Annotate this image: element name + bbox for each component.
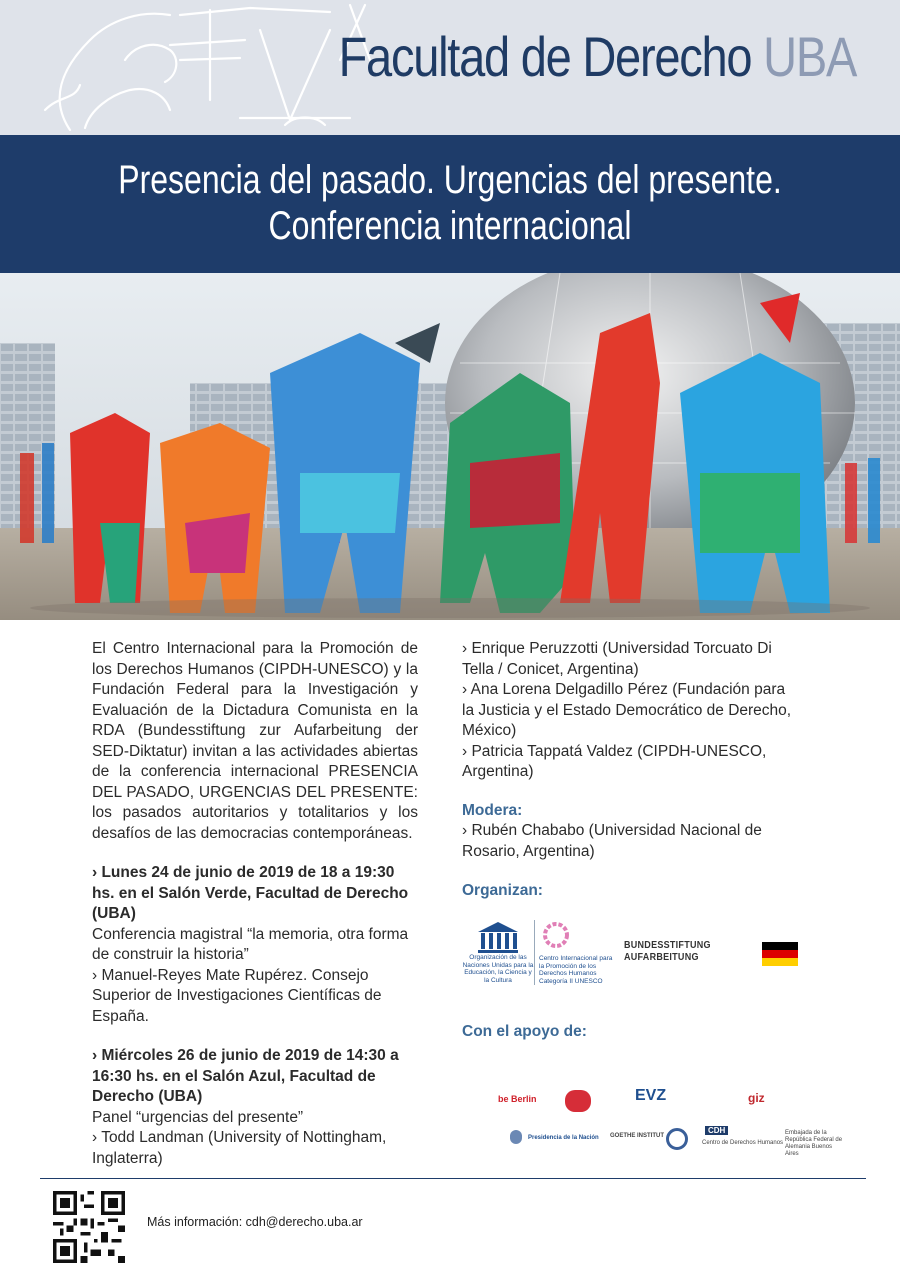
header (0, 0, 900, 135)
unesco-text: Organización de las Naciones Unidas para la Educación, la Ciencia y la Cultura (462, 954, 534, 984)
justice-sketch-illustration (30, 0, 390, 135)
cdh-text: Centro de Derechos Humanos (702, 1140, 784, 1146)
organizers-label: Organizan: (462, 882, 543, 899)
evz-logo: EVZ (635, 1087, 667, 1104)
contact-info: Más información: cdh@derecho.uba.ar (147, 1215, 363, 1229)
faculty-title-accent: UBA (763, 25, 856, 88)
embajada-logo: Embajada de la República Federal de Alemania Buenos Aires (785, 1130, 843, 1157)
faculty-title-main: Facultad de Derecho (338, 25, 752, 88)
event-monday (92, 863, 418, 1027)
event-monday-heading: › Lunes 24 de junio de 2019 de 18 a 19:30 hs. en el Salón Verde, Facultad de Derecho (UBA) (92, 864, 409, 922)
event-monday-description: Conferencia magistral “la memoria, otra forma de construir la historia” (92, 925, 409, 963)
cipdh-ring-icon (539, 920, 573, 950)
argentina-seal-icon (510, 1130, 522, 1144)
organizer-logos (462, 920, 802, 990)
goethe-logo: GOETHE INSTITUT (610, 1133, 664, 1139)
cdh-logo: CDH (705, 1126, 728, 1135)
support-label: Con el apoyo de: (462, 1023, 587, 1040)
unesco-logo (462, 920, 534, 984)
moderator-label: Modera: (462, 801, 523, 819)
unesco-temple-icon (476, 920, 520, 954)
sculpture-photo-illustration (0, 273, 900, 620)
faculty-title (338, 24, 856, 89)
bund-line2: AUFARBEITUNG (624, 952, 699, 963)
sculpture-photo (0, 273, 900, 620)
panel-speaker: › Todd Landman (University of Nottingham, Inglaterra) (92, 1129, 387, 1167)
banner-title-line2: Conferencia internacional (268, 204, 632, 248)
cipdh-text: Centro Internacional para la Promoción de los Derechos Humanos (539, 955, 613, 977)
red-circle-logo (565, 1090, 591, 1112)
sponsor-logos (440, 1087, 870, 1160)
event-wednesday-description: Panel “urgencias del presente” (92, 1108, 304, 1126)
conference-banner (0, 135, 900, 273)
panel-speaker: › Enrique Peruzzotti (Universidad Torcuato Di Tella / Conicet, Argentina) (462, 640, 772, 678)
bund-line1: BUNDESSTIFTUNG (624, 940, 711, 951)
be-berlin-logo: be Berlin (498, 1094, 537, 1104)
cipdh-category: Categoría II UNESCO (539, 977, 603, 985)
event-wednesday-heading: › Miércoles 26 de junio de 2019 de 14:30 a 16:30 hs. en el Salón Azul, Facultad de Derecho (UBA) (92, 1047, 399, 1105)
giz-logo: giz (748, 1091, 765, 1105)
panel-speaker: › Ana Lorena Delgadillo Pérez (Fundación para la Justicia y el Estado Democrático de Derecho, México) (462, 681, 792, 739)
cipdh-logo (534, 920, 614, 985)
footer-divider (40, 1178, 866, 1179)
intro-paragraph: El Centro Internacional para la Promoción de los Derechos Humanos (CIPDH-UNESCO) y la Fundación Federal para la Investigación y Evaluación de la Dictadura Comunista en la RDA (Bundesstiftung zur Aufarbeitung der SED-Diktatur) invitan a las actividades abiertas de la conferencia internacional PRESENCIA DEL PASADO, URGENCIAS DEL PRESENTE: los pasados autoritarios y totalitarios y los desafíos de las democracias contemporáneas. (92, 640, 418, 842)
seal-icon (666, 1128, 688, 1150)
right-column (462, 639, 800, 902)
german-flag-icon (762, 942, 798, 966)
banner-title-line1: Presencia del pasado. Urgencias del presente. (118, 158, 782, 202)
presidencia-logo: Presidencia de la Nación (528, 1135, 599, 1141)
panel-speaker: › Patricia Tappatá Valdez (CIPDH-UNESCO, Argentina) (462, 742, 767, 780)
bundesstiftung-logo (624, 940, 711, 964)
left-column (92, 639, 418, 1169)
qr-code-icon[interactable] (53, 1191, 125, 1263)
event-monday-speaker: › Manuel-Reyes Mate Rupérez. Consejo Superior de Investigaciones Científicas de España. (92, 966, 382, 1025)
event-wednesday (92, 1046, 418, 1169)
moderator-name: › Rubén Chababo (Universidad Nacional de Rosario, Argentina) (462, 822, 762, 860)
